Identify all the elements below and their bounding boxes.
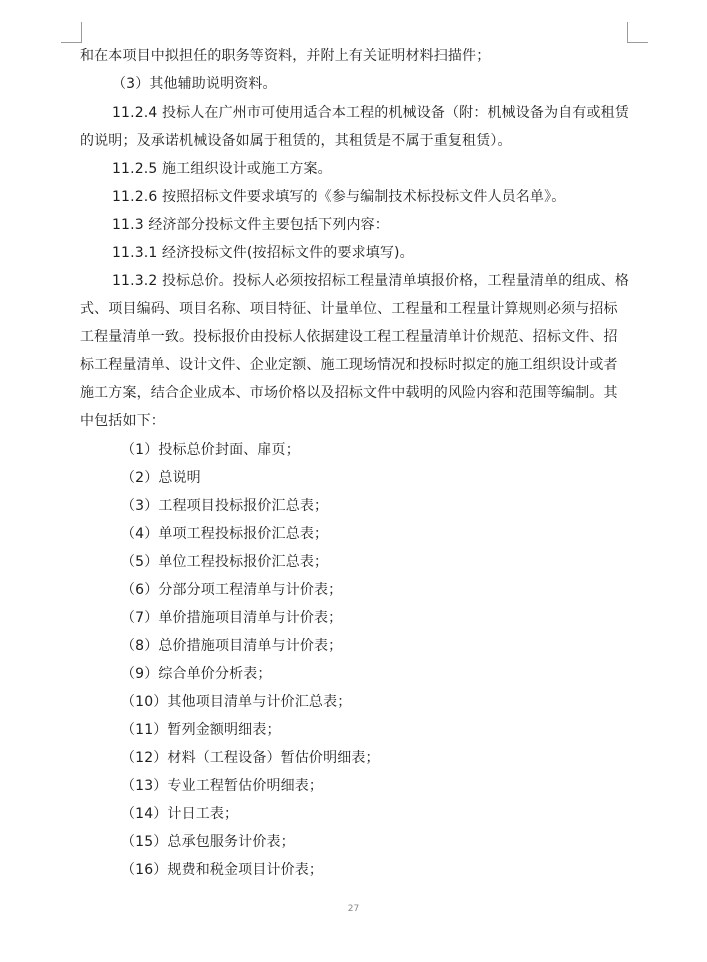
paragraph-line: 11.3.1 经济投标文件(按招标文件的要求填写)。 <box>112 245 414 261</box>
list-item: （5）单位工程投标报价汇总表； <box>121 554 329 570</box>
list-item: （12）材料（工程设备）暂估价明细表； <box>121 750 380 766</box>
paragraph-line: 的说明；及承诺机械设备如属于租赁的，其租赁是不属于重复租赁）。 <box>80 133 512 149</box>
paragraph-line: 11.3.2 投标总价。投标人必须按招标工程量清单填报价格，工程量清单的组成、格 <box>112 273 629 289</box>
paragraph-line: （3）其他辅助说明资料。 <box>112 76 277 92</box>
list-item: （4）单项工程投标报价汇总表； <box>121 526 329 542</box>
list-item: （16）规费和税金项目计价表； <box>121 862 324 878</box>
list-item: （3）工程项目投标报价汇总表； <box>121 498 329 514</box>
list-item: （7）单价措施项目清单与计价表； <box>121 610 343 626</box>
paragraph-line: 11.2.5 施工组织设计或施工方案。 <box>112 161 332 177</box>
paragraph-line: 和在本项目中拟担任的职务等资料，并附上有关证明材料扫描件； <box>80 48 491 64</box>
list-item: （14）计日工表； <box>121 806 239 822</box>
paragraph-line: 标工程量清单、设计文件、企业定额、施工现场情况和投标时拟定的施工组织设计或者 <box>80 357 618 373</box>
list-item: （10）其他项目清单与计价汇总表； <box>121 694 352 710</box>
paragraph-line: 中包括如下： <box>80 413 165 429</box>
paragraph-line: 11.3 经济部分投标文件主要包括下列内容： <box>112 217 389 233</box>
paragraph-line: 工程量清单一致。投标报价由投标人依据建设工程工程量清单计价规范、招标文件、招 <box>80 329 618 345</box>
paragraph-line: 11.2.4 投标人在广州市可使用适合本工程的机械设备（附：机械设备为自有或租赁 <box>112 105 629 121</box>
list-item: （2）总说明 <box>121 470 201 486</box>
list-item: （8）总价措施项目清单与计价表； <box>121 638 343 654</box>
page-number: 27 <box>347 904 360 914</box>
top-left-margin-mark <box>61 22 82 43</box>
list-item: （6）分部分项工程清单与计价表； <box>121 582 343 598</box>
list-item: （1）投标总价封面、扉页； <box>121 442 300 458</box>
list-item: （9）综合单价分析表； <box>121 666 272 682</box>
paragraph-line: 11.2.6 按照招标文件要求填写的《参与编制技术标投标文件人员名单》。 <box>112 189 566 205</box>
top-right-margin-mark <box>627 22 648 43</box>
list-item: （15）总承包服务计价表； <box>121 834 295 850</box>
paragraph-line: 施工方案，结合企业成本、市场价格以及招标文件中载明的风险内容和范围等编制。其 <box>80 385 618 401</box>
list-item: （11）暂列金额明细表； <box>121 722 281 738</box>
list-item: （13）专业工程暂估价明细表； <box>121 778 324 794</box>
paragraph-line: 式、项目编码、项目名称、项目特征、计量单位、工程量和工程量计算规则必须与招标 <box>80 301 618 317</box>
